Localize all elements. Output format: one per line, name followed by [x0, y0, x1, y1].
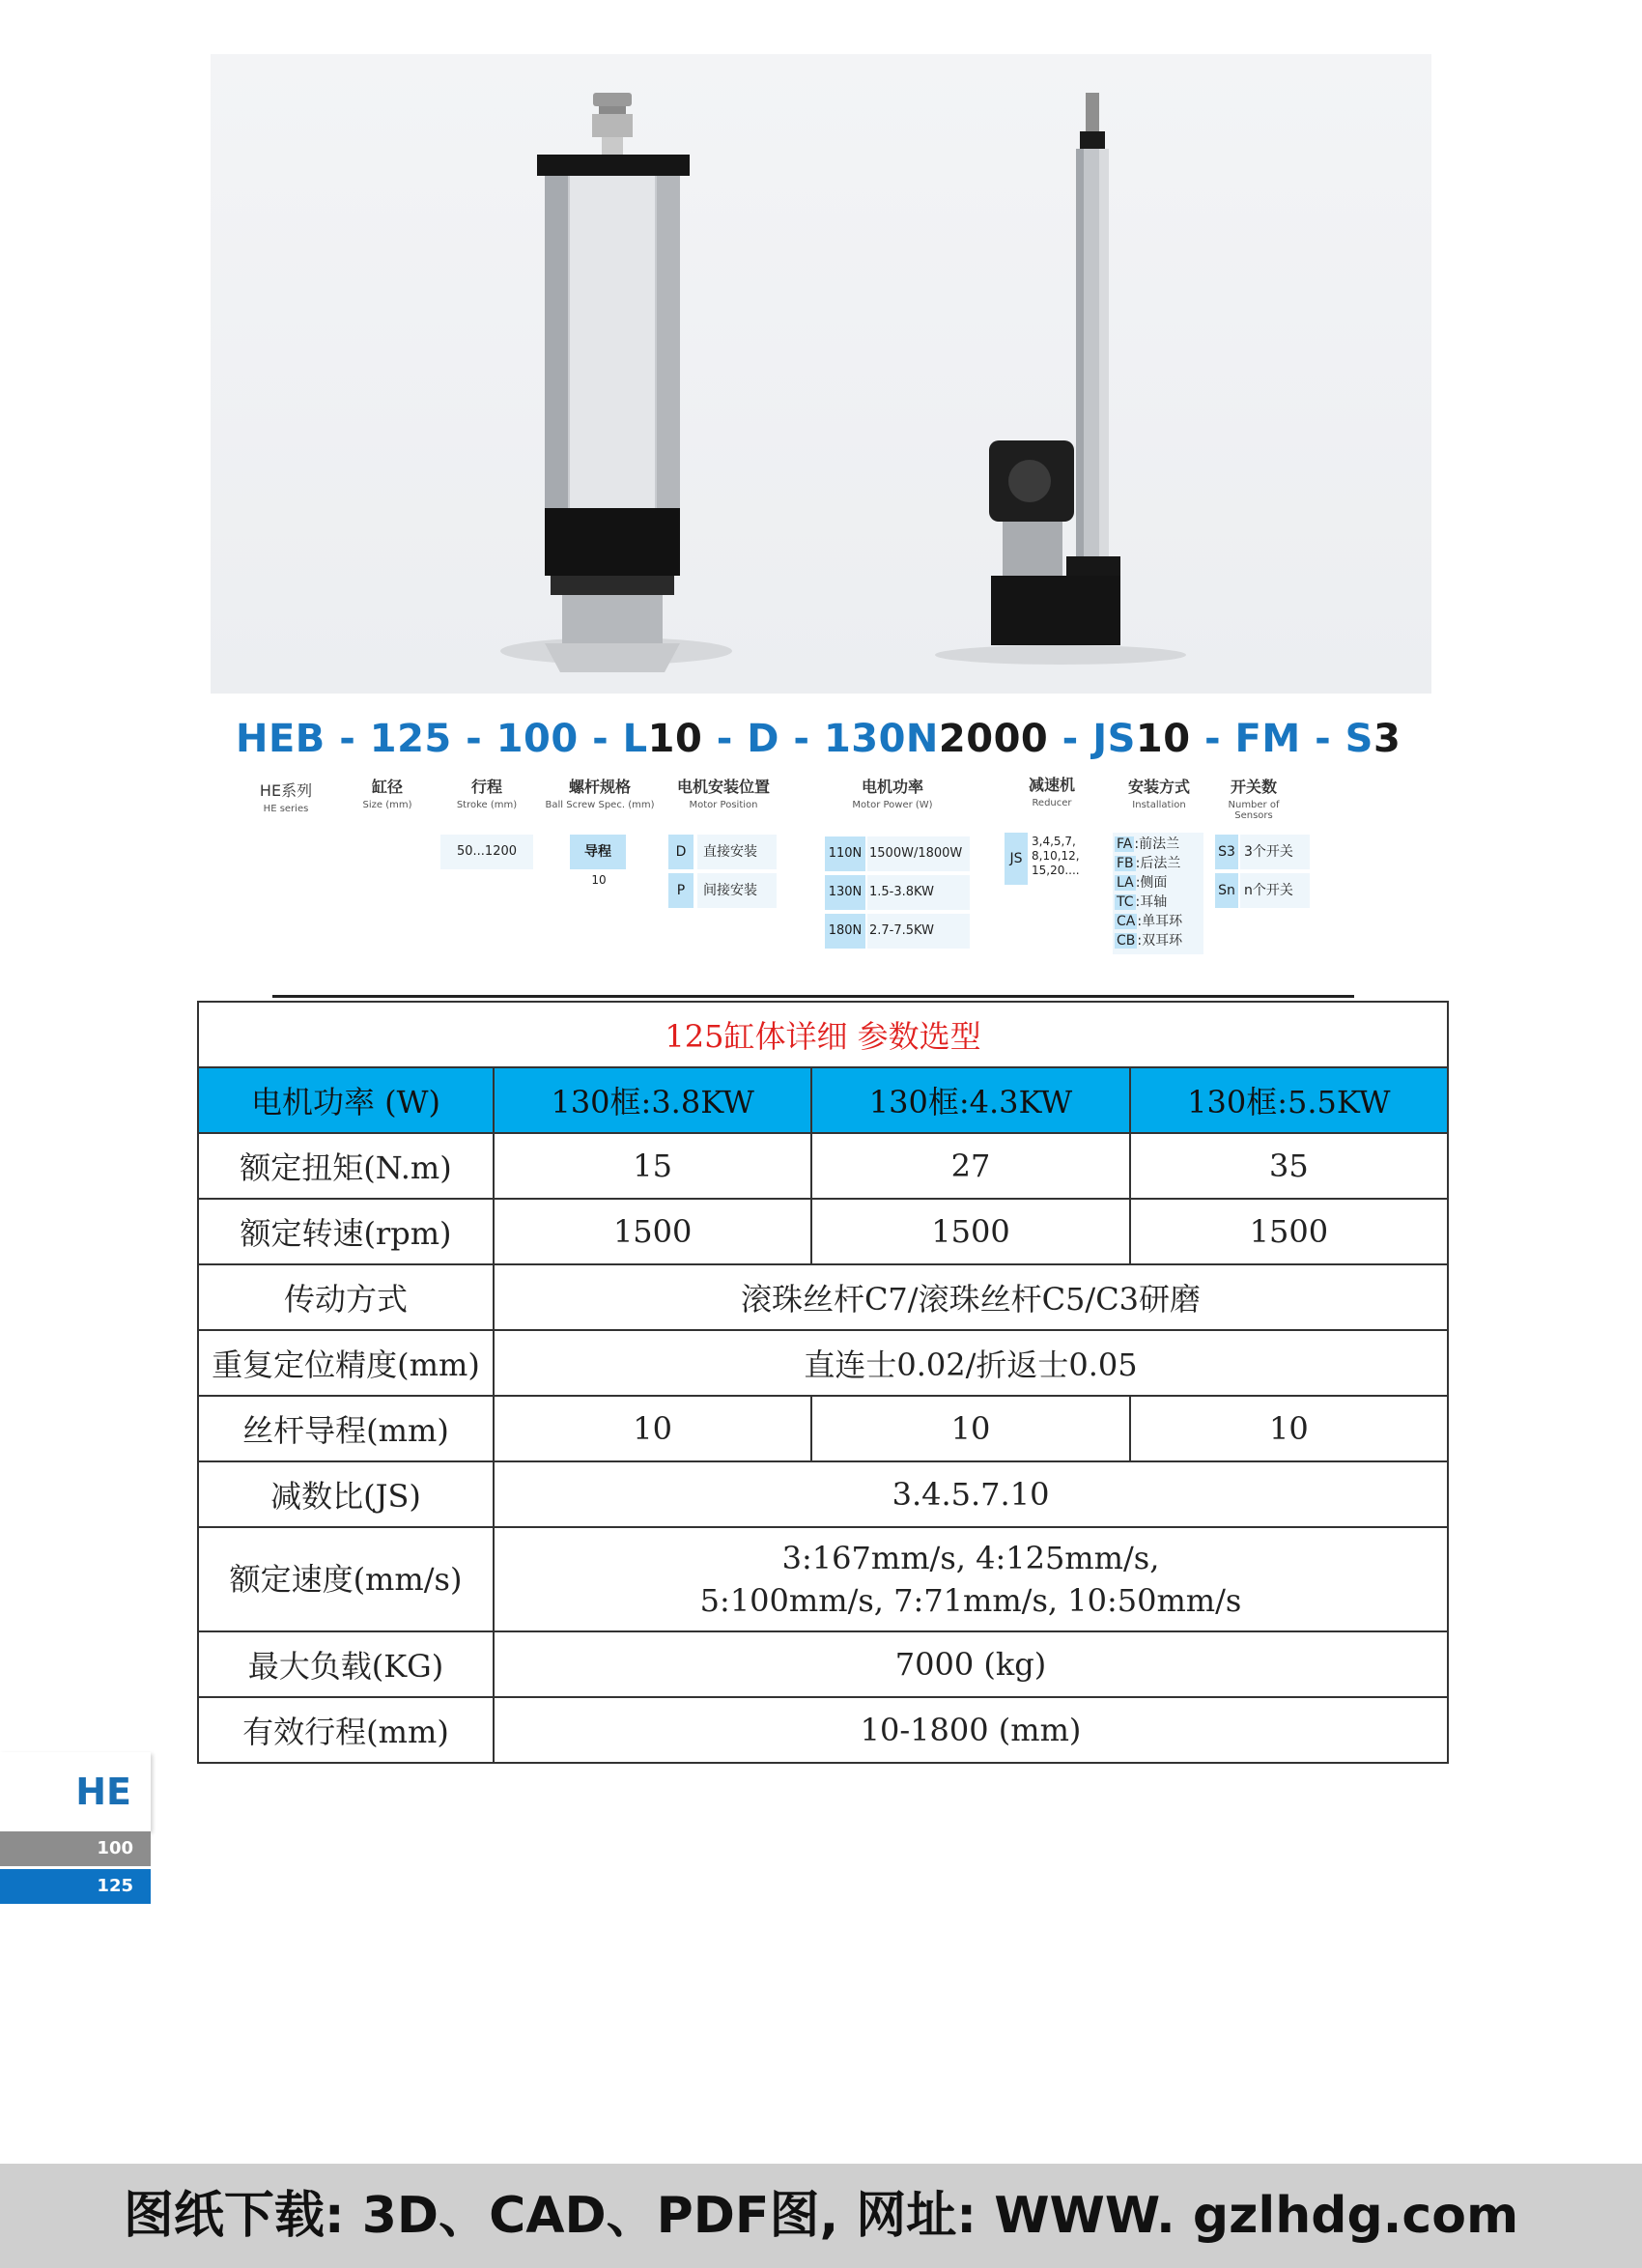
model-code: [236, 717, 1401, 775]
power-text: 1.5-3.8KW: [867, 875, 970, 910]
row-label: 重复定位精度(mm): [198, 1330, 494, 1396]
label-stroke: 行程 Stroke (mm): [456, 778, 518, 810]
code-screw-value: 10: [647, 717, 703, 761]
install-item: FB :后法兰: [1117, 856, 1181, 871]
table-row: [198, 1264, 1448, 1330]
code-sep: -: [702, 717, 748, 761]
install-code: CB: [1117, 933, 1136, 949]
install-item: LA :侧面: [1117, 875, 1168, 891]
code-sensor-value: 3: [1373, 717, 1401, 761]
code-series: HEB: [236, 717, 326, 761]
install-code: LA: [1117, 875, 1134, 891]
code-sep: -: [1190, 717, 1235, 761]
table-cell: [494, 1527, 1448, 1631]
install-text: 单耳环: [1142, 914, 1183, 929]
code-sep: -: [1048, 717, 1093, 761]
label-motor-power: 电机功率 Motor Power (W): [852, 778, 933, 810]
power-code: 110N: [825, 836, 865, 871]
speed-line: 3:167mm/s, 4:125mm/s,: [781, 1540, 1160, 1576]
table-top-rule: [272, 995, 1354, 998]
code-install: FM: [1234, 717, 1301, 761]
label-sensors: 开关数 Number of Sensors: [1228, 778, 1280, 821]
table-title-row: [198, 1002, 1448, 1067]
motor-pos-text: 间接安装: [697, 873, 777, 908]
code-sep: -: [451, 717, 496, 761]
row-label: 有效行程(mm): [198, 1697, 494, 1763]
speed-line: 5:100mm/s, 7:71mm/s, 10:50mm/s: [699, 1582, 1242, 1619]
code-sep: -: [325, 717, 370, 761]
reducer-ratios-line: 15,20....: [1032, 864, 1080, 877]
code-reducer-value: 10: [1135, 717, 1191, 761]
code-power-value: 2000: [938, 717, 1049, 761]
install-text: 耳轴: [1140, 894, 1168, 910]
header-cell: 130框:5.5KW: [1130, 1067, 1448, 1133]
label-installation: 安装方式 Installation: [1127, 778, 1190, 810]
installation-list: [1113, 833, 1203, 954]
label-size: 缸径 Size (mm): [362, 778, 412, 810]
row-label: 减数比(JS): [198, 1461, 494, 1527]
install-code: FA: [1117, 836, 1133, 852]
table-cell: 27: [811, 1133, 1129, 1199]
install-text: 双耳环: [1142, 933, 1183, 949]
table-cell: 1500: [1130, 1199, 1448, 1264]
motor-pos-code: D: [668, 835, 694, 869]
power-code: 180N: [825, 914, 865, 949]
row-label: 额定转速(rpm): [198, 1199, 494, 1264]
install-item: TC :耳轴: [1117, 894, 1168, 910]
code-screw-prefix: L: [622, 717, 648, 761]
table-cell: 15: [494, 1133, 811, 1199]
side-tab-series[interactable]: HE: [0, 1752, 151, 1831]
row-label: 丝杆导程(mm): [198, 1396, 494, 1461]
lead-label: 导程: [570, 835, 626, 869]
sensor-code: S3: [1215, 835, 1238, 869]
install-text: 侧面: [1140, 875, 1168, 891]
install-code: FB: [1117, 856, 1134, 871]
table-row: [198, 1631, 1448, 1697]
reducer-ratios: [1032, 835, 1099, 878]
install-item: FA :前法兰: [1117, 836, 1180, 852]
table-cell: 10-1800 (mm): [494, 1697, 1448, 1763]
code-stroke: 100: [495, 717, 579, 761]
install-item: CB :双耳环: [1117, 933, 1183, 949]
actuator-left-illustration: [500, 93, 732, 672]
sensor-code: Sn: [1215, 873, 1238, 908]
table-row: [198, 1133, 1448, 1199]
table-header-row: [198, 1067, 1448, 1133]
table-cell: 35: [1130, 1133, 1448, 1199]
power-text: 1500W/1800W: [867, 836, 970, 871]
table-cell: 10: [1130, 1396, 1448, 1461]
label-reducer: 减速机 Reducer: [1028, 776, 1075, 808]
spec-table: [197, 1001, 1449, 1764]
code-sensor-prefix: S: [1345, 717, 1373, 761]
table-cell: 3.4.5.7.10: [494, 1461, 1448, 1527]
sensor-text: n个开关: [1240, 873, 1310, 908]
install-code: TC: [1117, 894, 1134, 910]
power-text: 2.7-7.5KW: [867, 914, 970, 949]
sensor-text: 3个开关: [1240, 835, 1310, 869]
side-tab-100[interactable]: 100: [0, 1831, 151, 1866]
side-tab-125[interactable]: 125: [0, 1869, 151, 1904]
table-cell: 1500: [811, 1199, 1129, 1264]
product-photo: [211, 54, 1431, 694]
table-cell: 直连士0.02/折返士0.05: [494, 1330, 1448, 1396]
table-row: [198, 1330, 1448, 1396]
table-row: [198, 1697, 1448, 1763]
lead-value: 10: [591, 873, 607, 887]
stroke-range: 50...1200: [440, 835, 533, 869]
code-size: 125: [369, 717, 452, 761]
row-label: 额定扭矩(N.m): [198, 1133, 494, 1199]
code-reducer-prefix: JS: [1092, 717, 1136, 761]
reducer-ratios-line: 8,10,12,: [1032, 849, 1080, 863]
header-cell: 电机功率 (W): [198, 1067, 494, 1133]
header-cell: 130框:4.3KW: [811, 1067, 1129, 1133]
code-sep: -: [1300, 717, 1345, 761]
row-label: 传动方式: [198, 1264, 494, 1330]
table-cell: 滚珠丝杆C7/滚珠丝杆C5/C3研磨: [494, 1264, 1448, 1330]
motor-pos-text: 直接安装: [697, 835, 777, 869]
power-code: 130N: [825, 875, 865, 910]
row-label: 最大负载(KG): [198, 1631, 494, 1697]
table-cell: 1500: [494, 1199, 811, 1264]
table-row: [198, 1527, 1448, 1631]
table-cell: 7000 (kg): [494, 1631, 1448, 1697]
motor-pos-code: P: [668, 873, 694, 908]
label-motor-position: 电机安装位置 Motor Position: [676, 778, 770, 810]
table-row: [198, 1199, 1448, 1264]
footer-download-banner: 图纸下载: 3D、CAD、PDF图, 网址: WWW. gzlhdg.com: [0, 2164, 1642, 2268]
table-title: 125缸体详细 参数选型: [198, 1002, 1448, 1067]
actuator-right-illustration: [935, 93, 1186, 665]
install-item: CA :单耳环: [1117, 914, 1183, 929]
code-motor-pos: D: [747, 717, 779, 761]
reducer-ratios-line: 3,4,5,7,: [1032, 835, 1076, 848]
reducer-code: JS: [1005, 833, 1028, 885]
install-text: 前法兰: [1139, 836, 1180, 852]
code-power-prefix: 130N: [823, 717, 939, 761]
table-row: [198, 1396, 1448, 1461]
code-sep: -: [578, 717, 623, 761]
label-series: HE系列 HE series: [259, 781, 313, 814]
code-sep: -: [779, 717, 824, 761]
install-text: 后法兰: [1140, 856, 1181, 871]
header-cell: 130框:3.8KW: [494, 1067, 811, 1133]
row-label: 额定速度(mm/s): [198, 1527, 494, 1631]
table-cell: 10: [494, 1396, 811, 1461]
label-screw: 螺杆规格 Ball Screw Spec. (mm): [545, 778, 655, 810]
install-code: CA: [1117, 914, 1136, 929]
table-row: [198, 1461, 1448, 1527]
table-cell: 10: [811, 1396, 1129, 1461]
